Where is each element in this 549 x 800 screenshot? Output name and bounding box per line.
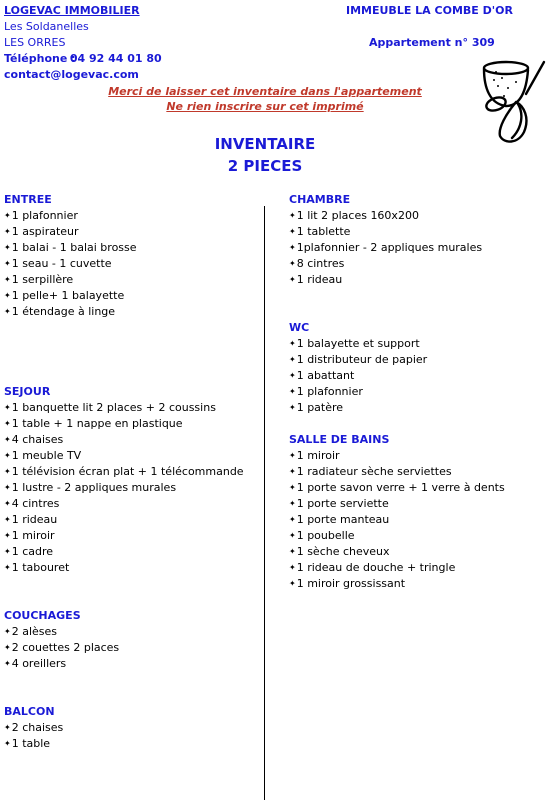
list-item: ✦ 1 porte savon verre + 1 verre à dents: [289, 480, 505, 496]
list-item: ✦ 8 cintres: [289, 256, 482, 272]
list-item: ✦ 1 banquette lit 2 places + 2 coussins: [4, 400, 244, 416]
phone-label: Téléphone :: [4, 52, 76, 65]
list-item: ✦ 1 télévision écran plat + 1 télécommande: [4, 464, 244, 480]
section-wc: [289, 320, 427, 416]
list-item: ✦ 2 chaises: [4, 720, 63, 736]
list-item: ✦ 1 lustre - 2 appliques murales: [4, 480, 244, 496]
address-line-1: Les Soldanelles: [4, 20, 89, 33]
phone-value: 04 92 44 01 80: [69, 52, 162, 65]
list-item: ✦ 1 serpillère: [4, 272, 137, 288]
list-item: ✦ 1 balayette et support: [289, 336, 427, 352]
section-title: CHAMBRE: [289, 193, 351, 206]
column-divider: [264, 206, 265, 800]
list-item: ✦ 1 pelle+ 1 balayette: [4, 288, 137, 304]
list-item: ✦ 1 distributeur de papier: [289, 352, 427, 368]
section-title: BALCON: [4, 705, 55, 718]
document-title: INVENTAIRE: [214, 135, 316, 153]
list-item: ✦ 1 aspirateur: [4, 224, 137, 240]
list-item: ✦ 1 rideau: [4, 512, 244, 528]
section-balcon: [4, 704, 63, 752]
list-item: ✦ 2 couettes 2 places: [4, 640, 119, 656]
item-list: [289, 448, 505, 592]
section-salle-de-bains: [289, 432, 505, 592]
section-entree: [4, 192, 137, 320]
list-item: ✦ 4 chaises: [4, 432, 244, 448]
list-item: ✦ 1 rideau: [289, 272, 482, 288]
section-title: SEJOUR: [4, 385, 51, 398]
list-item: ✦ 1 miroir grossissant: [289, 576, 505, 592]
list-item: ✦ 1 rideau de douche + tringle: [289, 560, 505, 576]
list-item: ✦ 1 radiateur sèche serviettes: [289, 464, 505, 480]
list-item: ✦ 1 miroir: [289, 448, 505, 464]
list-item: ✦ 2 alèses: [4, 624, 119, 640]
item-list: [289, 336, 427, 416]
list-item: ✦ 1 tabouret: [4, 560, 244, 576]
list-item: ✦ 1 meuble TV: [4, 448, 244, 464]
phone-line: [4, 51, 162, 67]
company-name: LOGEVAC IMMOBILIER: [4, 4, 140, 17]
email-address: contact@logevac.com: [4, 68, 139, 81]
list-item: ✦ 1 miroir: [4, 528, 244, 544]
notice-line-2: Ne rien inscrire sur cet imprimé: [166, 100, 364, 113]
section-title: ENTREE: [4, 193, 52, 206]
section-title: SALLE DE BAINS: [289, 433, 390, 446]
notice-line-1: Merci de laisser cet inventaire dans l'appartement: [108, 85, 422, 98]
document-subtitle: 2 PIECES: [227, 157, 303, 175]
list-item: ✦ 1 plafonnier: [4, 208, 137, 224]
list-item: ✦ 1 poubelle: [289, 528, 505, 544]
section-title: COUCHAGES: [4, 609, 81, 622]
item-list: [4, 208, 137, 320]
list-item: ✦ 1 cadre: [4, 544, 244, 560]
item-list: [4, 400, 244, 576]
list-item: ✦ 1 plafonnier: [289, 384, 427, 400]
section-chambre: [289, 192, 482, 288]
list-item: ✦ 1plafonnier - 2 appliques murales: [289, 240, 482, 256]
list-item: ✦ 4 cintres: [4, 496, 244, 512]
list-item: ✦ 4 oreillers: [4, 656, 119, 672]
list-item: ✦ 1 tablette: [289, 224, 482, 240]
list-item: ✦ 1 seau - 1 cuvette: [4, 256, 137, 272]
list-item: ✦ 1 lit 2 places 160x200: [289, 208, 482, 224]
list-item: ✦ 1 abattant: [289, 368, 427, 384]
section-sejour: [4, 384, 244, 576]
list-item: ✦ 1 balai - 1 balai brosse: [4, 240, 137, 256]
item-list: [4, 720, 63, 752]
apartment-number: Appartement n° 309: [369, 36, 495, 49]
list-item: ✦ 1 patère: [289, 400, 427, 416]
list-item: ✦ 1 porte manteau: [289, 512, 505, 528]
list-item: ✦ 1 table + 1 nappe en plastique: [4, 416, 244, 432]
list-item: ✦ 1 sèche cheveux: [289, 544, 505, 560]
list-item: ✦ 1 table: [4, 736, 63, 752]
address-line-2: LES ORRES: [4, 36, 66, 49]
building-name: IMMEUBLE LA COMBE D'OR: [346, 4, 513, 17]
list-item: ✦ 1 porte serviette: [289, 496, 505, 512]
list-item: ✦ 1 étendage à linge: [4, 304, 137, 320]
item-list: [4, 624, 119, 672]
section-couchages: [4, 608, 119, 672]
item-list: [289, 208, 482, 288]
section-title: WC: [289, 321, 310, 334]
